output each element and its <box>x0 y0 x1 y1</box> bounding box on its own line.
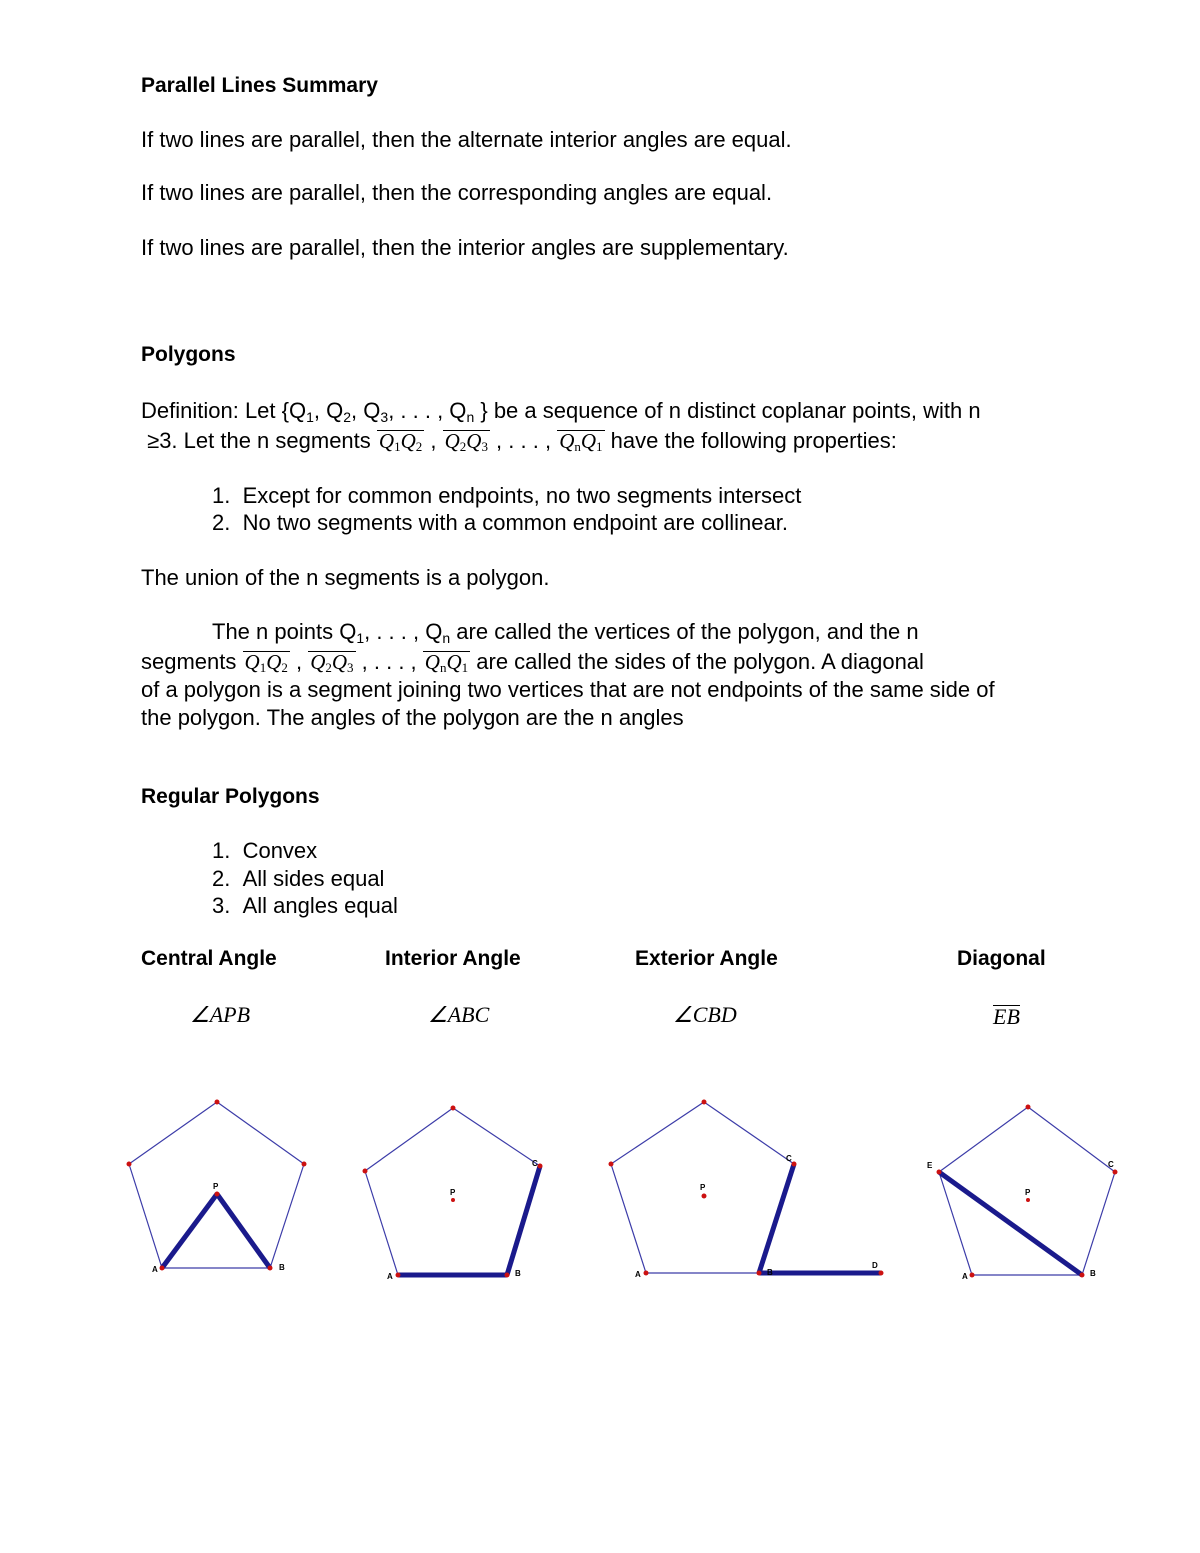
regular-title: Regular Polygons <box>141 785 320 808</box>
polygons-title: Polygons <box>141 343 236 366</box>
label-a: A <box>387 1272 393 1281</box>
parallel-title: Parallel Lines Summary <box>141 74 378 97</box>
property-1: 1. Except for common endpoints, no two segments intersect <box>212 483 802 508</box>
definition-line-2: ≥3. Let the n segments $Q_1Q_2$ , $Q_2Q_3$ , . . . , $Q_nQ_1$ have the following properties: <box>141 426 897 457</box>
regular-item-3: 3. All angles equal <box>212 893 398 918</box>
label-c: C <box>1108 1160 1114 1169</box>
label-p: P <box>213 1182 219 1191</box>
figure-exterior-angle <box>609 1100 884 1276</box>
figure-title-exterior: Exterior Angle <box>635 947 778 970</box>
diagonal-definition-1: of a polygon is a segment joining two vertices that are not endpoints of the same side of <box>141 677 995 702</box>
label-p: P <box>450 1188 456 1197</box>
parallel-rule-1: If two lines are parallel, then the alternate interior angles are equal. <box>141 127 792 152</box>
label-c: C <box>786 1154 792 1163</box>
regular-item-2: 2. All sides equal <box>212 866 385 891</box>
notation-central: ∠APB <box>190 1002 251 1027</box>
label-a: A <box>635 1270 641 1279</box>
regular-item-1: 1. Convex <box>212 838 318 863</box>
figure-title-interior: Interior Angle <box>385 947 521 970</box>
notation-diagonal: EB <box>993 1004 1020 1029</box>
label-b: B <box>1090 1269 1096 1278</box>
label-a: A <box>962 1272 968 1281</box>
diagonal-definition-2: the polygon. The angles of the polygon are the n angles <box>141 705 684 730</box>
label-p: P <box>700 1183 706 1192</box>
segment-q1q2: $Q_1Q_2$ <box>377 430 424 457</box>
segment-q2q3: $Q_2Q_3$ <box>443 430 490 457</box>
label-b: B <box>279 1263 285 1272</box>
definition-line-1: Definition: Let {$Q_1$, $Q_2$, $Q_3$, . . . , $Q_n$ } be a sequence of n distinct coplanar points, with n <box>141 398 981 425</box>
figure-title-diagonal: Diagonal <box>957 947 1046 970</box>
parallel-rule-3: If two lines are parallel, then the interior angles are supplementary. <box>141 235 789 260</box>
label-p: P <box>1025 1188 1031 1197</box>
vertices-line: The n points $Q_1$, . . . , $Q_n$ are called the vertices of the polygon, and the n <box>212 619 919 646</box>
label-b: B <box>515 1269 521 1278</box>
label-d: D <box>872 1261 878 1270</box>
label-e: E <box>927 1161 933 1170</box>
label-b: B <box>767 1268 773 1277</box>
figure-title-central: Central Angle <box>141 947 277 970</box>
parallel-rule-2: If two lines are parallel, then the corresponding angles are equal. <box>141 180 773 205</box>
sides-line: segments $Q_1Q_2$ , $Q_2Q_3$ , . . . , $Q_nQ_1$ are called the sides of the polygon. A diagonal <box>141 647 924 678</box>
notation-interior: ∠ABC <box>428 1002 490 1027</box>
notation-exterior: ∠CBD <box>673 1002 737 1027</box>
label-c: C <box>532 1159 538 1168</box>
union-text: The union of the n segments is a polygon. <box>141 565 550 590</box>
property-2: 2. No two segments with a common endpoint are collinear. <box>212 510 788 535</box>
segment-qnq1: $Q_nQ_1$ <box>557 430 604 457</box>
label-a: A <box>152 1265 158 1274</box>
